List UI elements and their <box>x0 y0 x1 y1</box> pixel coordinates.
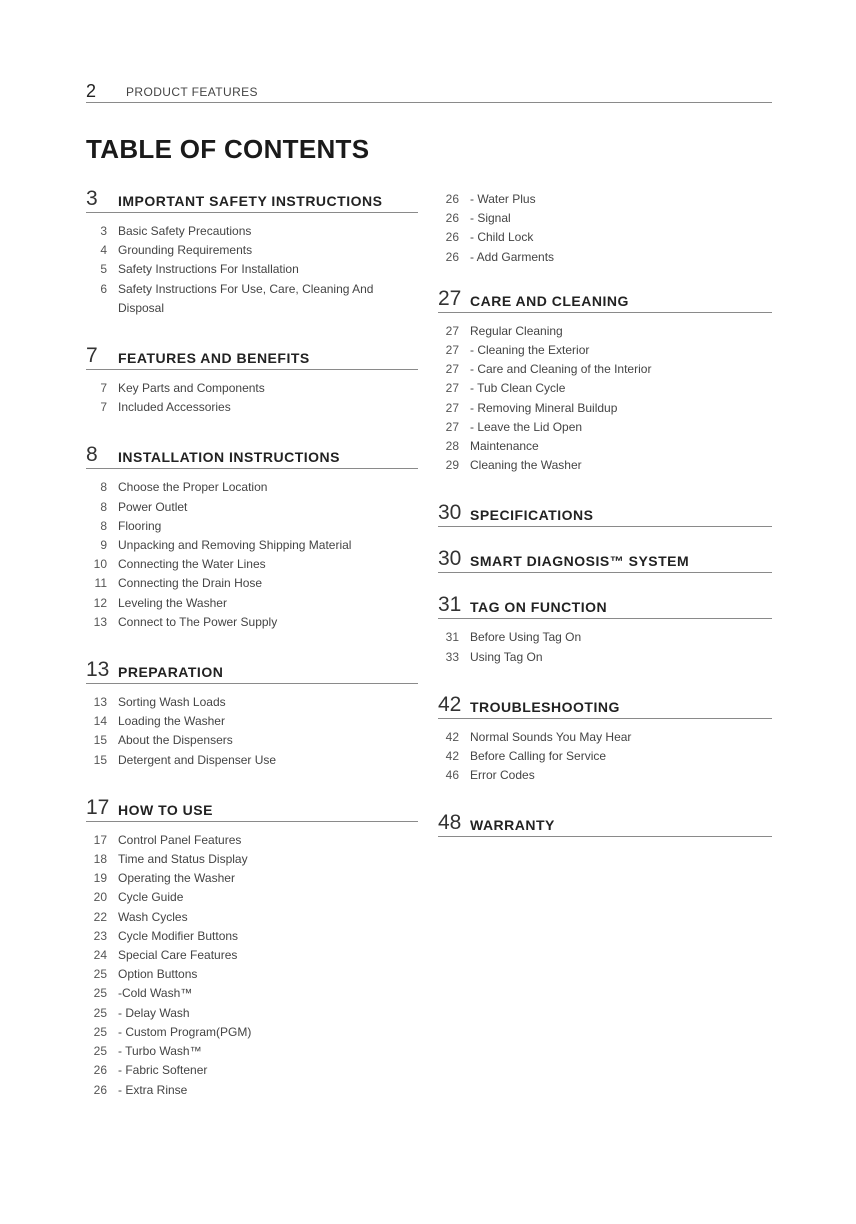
toc-entry-title: Time and Status Display <box>118 852 248 867</box>
toc-entry-title: - Delay Wash <box>118 1005 190 1020</box>
toc-section-heading[interactable] <box>86 655 418 684</box>
toc-entry-title: Choose the Proper Location <box>118 480 268 495</box>
toc-entry-page: 25 <box>93 967 107 982</box>
toc-entry-title: - Water Plus <box>470 192 536 206</box>
toc-entry-page: 3 <box>100 224 107 238</box>
toc-entry-page: 7 <box>100 381 107 396</box>
toc-entry-title: Connect to The Power Supply <box>118 614 278 629</box>
toc-section-heading[interactable] <box>438 284 772 313</box>
toc-entry[interactable] <box>86 731 418 750</box>
toc-entry-list <box>86 831 418 1100</box>
toc-entry-title: - Care and Cleaning of the Interior <box>470 362 652 377</box>
toc-section-page: 13 <box>86 658 110 682</box>
toc-section-heading[interactable] <box>86 440 418 469</box>
toc-entry[interactable] <box>438 437 772 456</box>
toc-entry-title: - Signal <box>470 211 511 226</box>
toc-entry-title: - Removing Mineral Buildup <box>470 400 618 415</box>
toc-entry-page: 14 <box>93 714 107 729</box>
toc-entry-page: 28 <box>445 439 459 454</box>
toc-section-title: SMART DIAGNOSIS™ SYSTEM <box>470 553 690 570</box>
toc-entry-page: 27 <box>445 381 459 396</box>
toc-entry-page: 7 <box>100 400 107 415</box>
toc-entry[interactable] <box>86 222 418 241</box>
toc-entry-page: 11 <box>94 576 107 591</box>
toc-entry-title: Cycle Modifier Buttons <box>118 928 239 943</box>
toc-section-title: FEATURES AND BENEFITS <box>118 350 310 367</box>
toc-entry-page: 6 <box>100 281 107 296</box>
toc-entry-title: Cycle Guide <box>118 890 184 905</box>
toc-entry[interactable] <box>86 908 418 927</box>
toc-entry-title: Before Using Tag On <box>470 630 582 645</box>
toc-entry[interactable] <box>438 190 772 209</box>
toc-entry-title: - Fabric Softener <box>118 1063 208 1078</box>
toc-entry-title: Wash Cycles <box>118 909 188 924</box>
toc-section-preparation <box>86 655 418 770</box>
toc-section-heading[interactable] <box>438 544 772 573</box>
toc-entry-title: - Turbo Wash™ <box>118 1044 202 1059</box>
toc-entry[interactable] <box>438 456 772 475</box>
toc-entry-title: - Extra Rinse <box>118 1082 188 1097</box>
toc-entry-page: 27 <box>445 400 459 415</box>
toc-entry-title: Safety Instructions For Installation <box>118 262 299 277</box>
toc-entry-page: 25 <box>93 986 107 1001</box>
toc-entry-title: Flooring <box>118 518 162 533</box>
toc-entry[interactable] <box>438 360 772 379</box>
toc-entry-list <box>438 628 772 666</box>
toc-section-title: HOW TO USE <box>118 801 213 818</box>
toc-entry-title: - Custom Program(PGM) <box>118 1024 252 1039</box>
toc-section-title: INSTALLATION INSTRUCTIONS <box>118 449 340 466</box>
toc-entry[interactable] <box>86 965 418 984</box>
toc-entry-title: Maintenance <box>470 439 539 454</box>
page-header <box>86 80 772 103</box>
toc-entry-page: 12 <box>93 595 107 610</box>
toc-section-title: IMPORTANT SAFETY INSTRUCTIONS <box>118 193 383 209</box>
toc-section-important-safety-instructions <box>86 184 418 318</box>
toc-section-title: TROUBLESHOOTING <box>470 698 620 715</box>
toc-entry-page: 31 <box>445 630 459 645</box>
toc-section-title: CARE AND CLEANING <box>470 292 629 309</box>
toc-entry[interactable] <box>86 555 418 574</box>
toc-entry-page: 26 <box>445 230 459 245</box>
toc-entry[interactable] <box>438 418 772 437</box>
toc-entry-page: 20 <box>93 890 107 905</box>
toc-entry-list <box>86 379 418 417</box>
toc-section-page: 8 <box>86 443 98 467</box>
toc-entry[interactable] <box>86 1004 418 1023</box>
toc-section-specifications <box>438 498 772 527</box>
toc-section-page: 30 <box>438 547 462 571</box>
toc-entry-title: Power Outlet <box>118 499 188 514</box>
toc-entry[interactable] <box>438 747 772 766</box>
toc-section-page: 17 <box>86 795 110 819</box>
toc-entry-page: 13 <box>93 614 107 629</box>
toc-entry[interactable] <box>86 693 418 712</box>
toc-entry[interactable] <box>86 712 418 731</box>
toc-entry-page: 27 <box>445 362 459 377</box>
toc-entry[interactable] <box>86 888 418 907</box>
toc-entry-page: 25 <box>93 1044 107 1059</box>
toc-entry-title: - Add Garments <box>470 249 555 264</box>
toc-entry[interactable] <box>86 927 418 946</box>
toc-section-title: TAG ON FUNCTION <box>470 599 608 616</box>
toc-entry-page: 8 <box>100 499 107 514</box>
toc-entry-page: 42 <box>445 749 459 764</box>
toc-entry[interactable] <box>86 517 418 536</box>
toc-continued-items <box>438 190 772 267</box>
toc-section-smart-diagnosis-system <box>438 544 772 573</box>
toc-entry-page: 25 <box>93 1024 107 1039</box>
page-title: TABLE OF CONTENTS <box>86 134 370 164</box>
toc-entry-title: - Tub Clean Cycle <box>470 381 566 396</box>
toc-entry[interactable] <box>438 209 772 228</box>
toc-entry-page: 25 <box>93 1005 107 1020</box>
toc-entry-title: Basic Safety Precautions <box>118 224 252 238</box>
toc-entry[interactable] <box>438 648 772 667</box>
toc-section-page: 42 <box>438 692 462 716</box>
toc-entry-title: - Leave the Lid Open <box>470 419 583 434</box>
toc-entry-title: -Cold Wash™ <box>118 986 193 1001</box>
toc-entry-list <box>86 693 418 770</box>
toc-section-page: 27 <box>438 286 462 310</box>
toc-entry-page: 29 <box>445 458 459 473</box>
toc-entry[interactable] <box>438 728 772 747</box>
toc-section-title: PREPARATION <box>118 664 224 681</box>
toc-entry-page: 17 <box>93 832 107 847</box>
toc-entry[interactable] <box>86 984 418 1003</box>
toc-section-heading[interactable] <box>438 590 772 619</box>
toc-section-how-to-use <box>86 793 418 1100</box>
toc-entry[interactable] <box>86 536 418 555</box>
toc-entry-title: Error Codes <box>470 768 535 783</box>
toc-entry-page: 9 <box>100 538 107 553</box>
toc-entry-page: 42 <box>445 729 459 744</box>
toc-entry[interactable] <box>438 766 772 785</box>
toc-entry[interactable] <box>438 628 772 647</box>
toc-entry[interactable] <box>86 613 418 632</box>
running-section-label: PRODUCT FEATURES <box>126 85 258 99</box>
toc-entry-page: 27 <box>445 323 459 338</box>
toc-entry-page: 8 <box>100 480 107 495</box>
toc-entry[interactable] <box>86 260 418 279</box>
toc-entry[interactable] <box>86 478 418 497</box>
toc-entry-title: Loading the Washer <box>118 714 225 729</box>
toc-entry-title: Control Panel Features <box>118 832 242 847</box>
toc-entry-page: 26 <box>93 1082 107 1097</box>
toc-entry-title: Special Care Features <box>118 948 238 963</box>
toc-section-tag-on-function <box>438 590 772 666</box>
toc-entry[interactable] <box>438 248 772 267</box>
toc-section-installation-instructions <box>86 440 418 632</box>
toc-entry-page: 24 <box>93 948 107 963</box>
toc-entry[interactable] <box>86 1061 418 1080</box>
toc-entry[interactable] <box>86 574 418 593</box>
toc-section-heading[interactable] <box>86 793 418 822</box>
toc-entry[interactable] <box>86 850 418 869</box>
toc-entry[interactable] <box>86 241 418 260</box>
toc-section-page: 3 <box>86 187 98 210</box>
toc-entry-page: 23 <box>93 928 107 943</box>
toc-section-page: 7 <box>86 344 98 368</box>
toc-entry-list <box>438 728 772 786</box>
toc-entry-page: 26 <box>445 249 459 264</box>
toc-entry-page: 26 <box>93 1063 107 1078</box>
toc-entry[interactable] <box>438 341 772 360</box>
toc-entry[interactable] <box>86 498 418 517</box>
toc-entry-title: Operating the Washer <box>118 871 235 886</box>
toc-entry-title: About the Dispensers <box>118 733 233 748</box>
toc-entry[interactable] <box>438 379 772 398</box>
toc-entry-title: Connecting the Drain Hose <box>118 576 263 591</box>
toc-section-heading[interactable] <box>86 341 418 370</box>
toc-entry-page: 15 <box>93 733 107 748</box>
toc-entry-page: 5 <box>100 262 107 277</box>
toc-column-left <box>86 184 418 1123</box>
toc-entry-title: Using Tag On <box>470 649 543 664</box>
toc-entry[interactable] <box>86 869 418 888</box>
toc-entry[interactable] <box>438 322 772 341</box>
toc-section-heading[interactable] <box>438 690 772 719</box>
toc-entry-page: 27 <box>445 419 459 434</box>
toc-entry[interactable] <box>438 228 772 247</box>
toc-section-care-and-cleaning <box>438 284 772 476</box>
toc-entry-title: Grounding Requirements <box>118 243 253 258</box>
toc-section-warranty <box>438 808 772 837</box>
toc-entry-list <box>86 478 418 632</box>
toc-entry-title: Normal Sounds You May Hear <box>470 729 632 744</box>
toc-entry[interactable] <box>86 831 418 850</box>
toc-entry[interactable] <box>86 751 418 770</box>
toc-entry[interactable] <box>438 399 772 418</box>
toc-entry-page: 27 <box>445 343 459 358</box>
toc-entry-title: - Child Lock <box>470 230 534 245</box>
toc-entry-page: 33 <box>445 649 459 664</box>
toc-entry-title: Option Buttons <box>118 967 198 982</box>
toc-section-page: 48 <box>438 811 462 835</box>
toc-entry[interactable] <box>86 1081 418 1100</box>
toc-entry-page: 22 <box>93 909 107 924</box>
toc-entry-title: Detergent and Dispenser Use <box>118 752 277 767</box>
toc-entry-title: Sorting Wash Loads <box>118 695 226 710</box>
toc-entry-page: 10 <box>93 557 107 572</box>
toc-entry-page: 8 <box>100 518 107 533</box>
toc-entry[interactable] <box>86 280 418 318</box>
toc-column-right <box>438 190 772 854</box>
toc-entry-page: 26 <box>445 211 459 226</box>
toc-entry-list <box>438 322 772 476</box>
toc-section-page: 31 <box>438 593 462 617</box>
toc-entry-title: - Cleaning the Exterior <box>470 343 590 358</box>
toc-entry-page: 46 <box>445 768 459 783</box>
toc-entry[interactable] <box>86 379 418 398</box>
toc-section-heading[interactable] <box>438 498 772 527</box>
toc-section-troubleshooting <box>438 690 772 786</box>
toc-entry[interactable] <box>86 1042 418 1061</box>
toc-entry-list <box>86 222 418 318</box>
toc-section-title: SPECIFICATIONS <box>470 507 594 524</box>
toc-entry-page: 15 <box>93 752 107 767</box>
toc-entry-title: Unpacking and Removing Shipping Material <box>118 538 352 553</box>
toc-entry-title: Regular Cleaning <box>470 323 563 338</box>
toc-entry-title: Before Calling for Service <box>470 749 607 764</box>
toc-entry[interactable] <box>86 1023 418 1042</box>
toc-entry-page: 13 <box>93 695 107 710</box>
toc-section-title: WARRANTY <box>470 817 555 834</box>
toc-entry[interactable] <box>86 594 418 613</box>
toc-entry-title: Leveling the Washer <box>118 595 227 610</box>
toc-entry-title: Cleaning the Washer <box>470 458 582 473</box>
toc-entry-title: Connecting the Water Lines <box>118 557 266 572</box>
toc-entry-page: 18 <box>93 852 107 867</box>
toc-section-page: 30 <box>438 501 462 525</box>
toc-entry-page: 19 <box>93 871 107 886</box>
toc-entry-page: 26 <box>445 192 459 206</box>
toc-section-heading[interactable] <box>86 184 418 213</box>
toc-entry-title: Key Parts and Components <box>118 381 265 396</box>
page-number: 2 <box>86 81 97 101</box>
toc-entry[interactable] <box>86 398 418 417</box>
toc-entry-page: 4 <box>100 243 107 258</box>
toc-section-heading[interactable] <box>438 808 772 837</box>
toc-entry[interactable] <box>86 946 418 965</box>
toc-entry-title: Safety Instructions For Use, Care, Cleaning And Disposal <box>118 281 374 315</box>
toc-entry-title: Included Accessories <box>118 400 231 415</box>
toc-section-features-and-benefits <box>86 341 418 417</box>
